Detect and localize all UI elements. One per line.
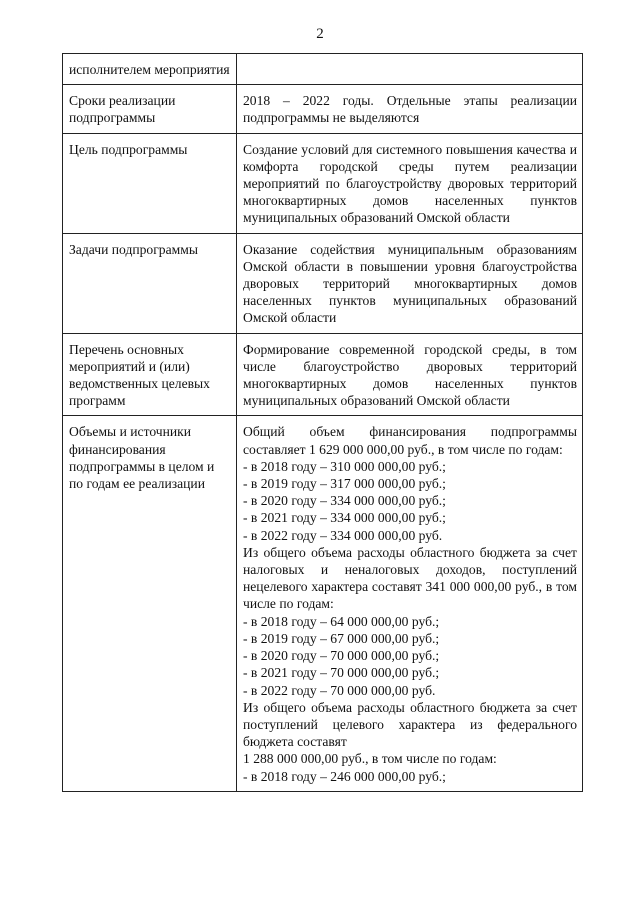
row-value	[237, 233, 583, 333]
row-label: Цель подпрограммы	[63, 133, 237, 233]
table-row	[63, 233, 583, 333]
value-paragraph: Из общего объема расходы областного бюджета за счет поступлений целевого характера из федерального бюджета составят	[243, 699, 577, 750]
value-paragraph: - в 2019 году – 67 000 000,00 руб.;	[243, 630, 440, 646]
value-paragraph: - в 2021 году – 70 000 000,00 руб.;	[243, 665, 440, 681]
value-paragraph: - в 2018 году – 310 000 000,00 руб.;	[243, 458, 446, 474]
row-label: Объемы и источники финансирования подпрограммы в целом и по годам ее реализации	[63, 416, 237, 791]
row-label: Задачи подпрограммы	[63, 233, 237, 333]
table-row	[63, 54, 583, 85]
value-paragraph: Оказание содействия муниципальным образованиям Омской области в повышении уровня благоустройства дворовых территорий многоквартирных домов населенных пунктов муниципальных образований Омской области	[243, 241, 577, 326]
value-paragraph: - в 2018 году – 64 000 000,00 руб.;	[243, 613, 440, 629]
value-paragraph: - в 2021 году – 334 000 000,00 руб.;	[243, 510, 446, 526]
row-value	[237, 85, 583, 133]
value-paragraph: - в 2022 году – 334 000 000,00 руб.	[243, 527, 443, 543]
table-row	[63, 333, 583, 416]
value-paragraph: - в 2020 году – 70 000 000,00 руб.;	[243, 648, 440, 664]
value-paragraph: - в 2019 году – 317 000 000,00 руб.;	[243, 476, 446, 492]
value-paragraph: Общий объем финансирования подпрограммы составляет 1 629 000 000,00 руб., в том числе по годам:	[243, 424, 577, 457]
value-paragraph: Формирование современной городской среды, в том числе благоустройство дворовых территорий многоквартирных домов населенных пунктов муниципальных образований Омской области	[243, 341, 577, 409]
value-paragraph: Из общего объема расходы областного бюджета за счет налоговых и неналоговых доходов, поступлений нецелевого характера составят 341 000 000,00 руб., в том числе по годам:	[243, 544, 577, 612]
subprogram-passport-table	[62, 53, 583, 792]
value-paragraph: - в 2020 году – 334 000 000,00 руб.;	[243, 493, 446, 509]
row-label: исполнителем мероприятия	[63, 54, 237, 85]
table-row	[63, 133, 583, 233]
table-row	[63, 85, 583, 133]
table-row	[63, 416, 583, 791]
value-paragraph: 1 288 000 000,00 руб., в том числе по годам:	[243, 751, 497, 767]
row-value	[237, 333, 583, 416]
value-paragraph: - в 2018 году – 246 000 000,00 руб.;	[243, 768, 446, 784]
row-label: Перечень основных мероприятий и (или) ведомственных целевых программ	[63, 333, 237, 416]
value-paragraph: 2018 – 2022 годы. Отдельные этапы реализации подпрограммы не выделяются	[243, 93, 577, 126]
row-value	[237, 54, 583, 85]
value-paragraph: - в 2022 году – 70 000 000,00 руб.	[243, 682, 436, 698]
row-value	[237, 133, 583, 233]
row-label: Сроки реализации подпрограммы	[63, 85, 237, 133]
row-value	[237, 416, 583, 791]
page-number: 2	[316, 26, 324, 42]
value-paragraph: Создание условий для системного повышения качества и комфорта городской среды путем реализации мероприятий по благоустройству дворовых территорий многоквартирных домов населенных пунктов муниципальных образований Омской области	[243, 141, 577, 226]
